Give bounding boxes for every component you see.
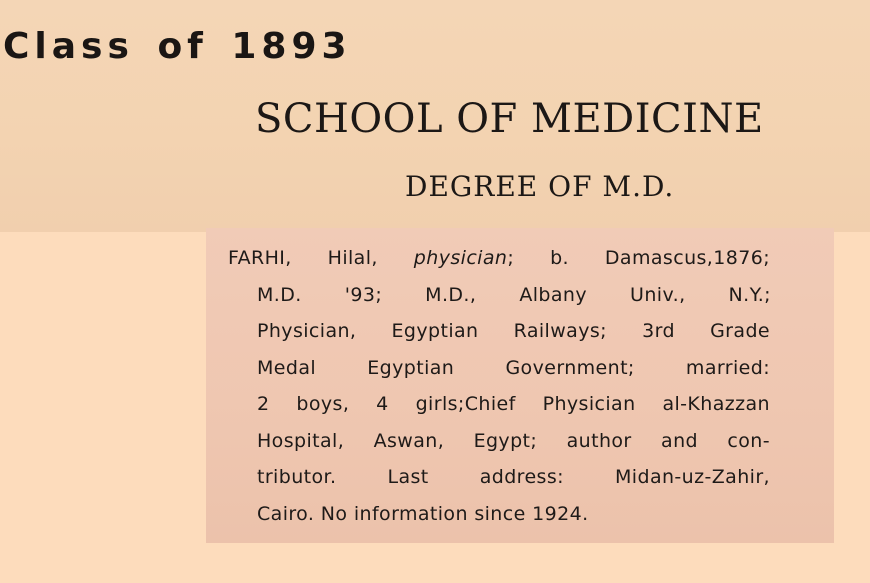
bio-line: Cairo. No information since 1924. (257, 502, 589, 525)
class-year-heading: Class of 1893 (3, 26, 352, 67)
bio-line (228, 240, 770, 277)
bio-line: Physician, Egyptian Railways; 3rd Grade (257, 320, 770, 342)
degree-heading: DEGREE OF M.D. (405, 170, 675, 203)
school-heading: SCHOOL OF MEDICINE (255, 96, 764, 142)
bio-line: Medal Egyptian Government; married: (257, 356, 770, 379)
bio-name: FARHI, Hilal, (228, 247, 378, 269)
biography-entry (228, 240, 788, 532)
bio-line: Hospital, Aswan, Egypt; author and con- (257, 429, 770, 452)
bio-line: 2 boys, 4 girls;Chief Physician al-Khazzan (257, 393, 770, 415)
bio-profession: physician (413, 247, 508, 269)
bio-line: M.D. '93; M.D., Albany Univ., N.Y.; (257, 283, 771, 306)
bio-line: tributor. Last address: Midan-uz-Zahir, (257, 466, 770, 488)
bio-line-0-rest: ; b. Damascus,1876; (507, 247, 770, 269)
